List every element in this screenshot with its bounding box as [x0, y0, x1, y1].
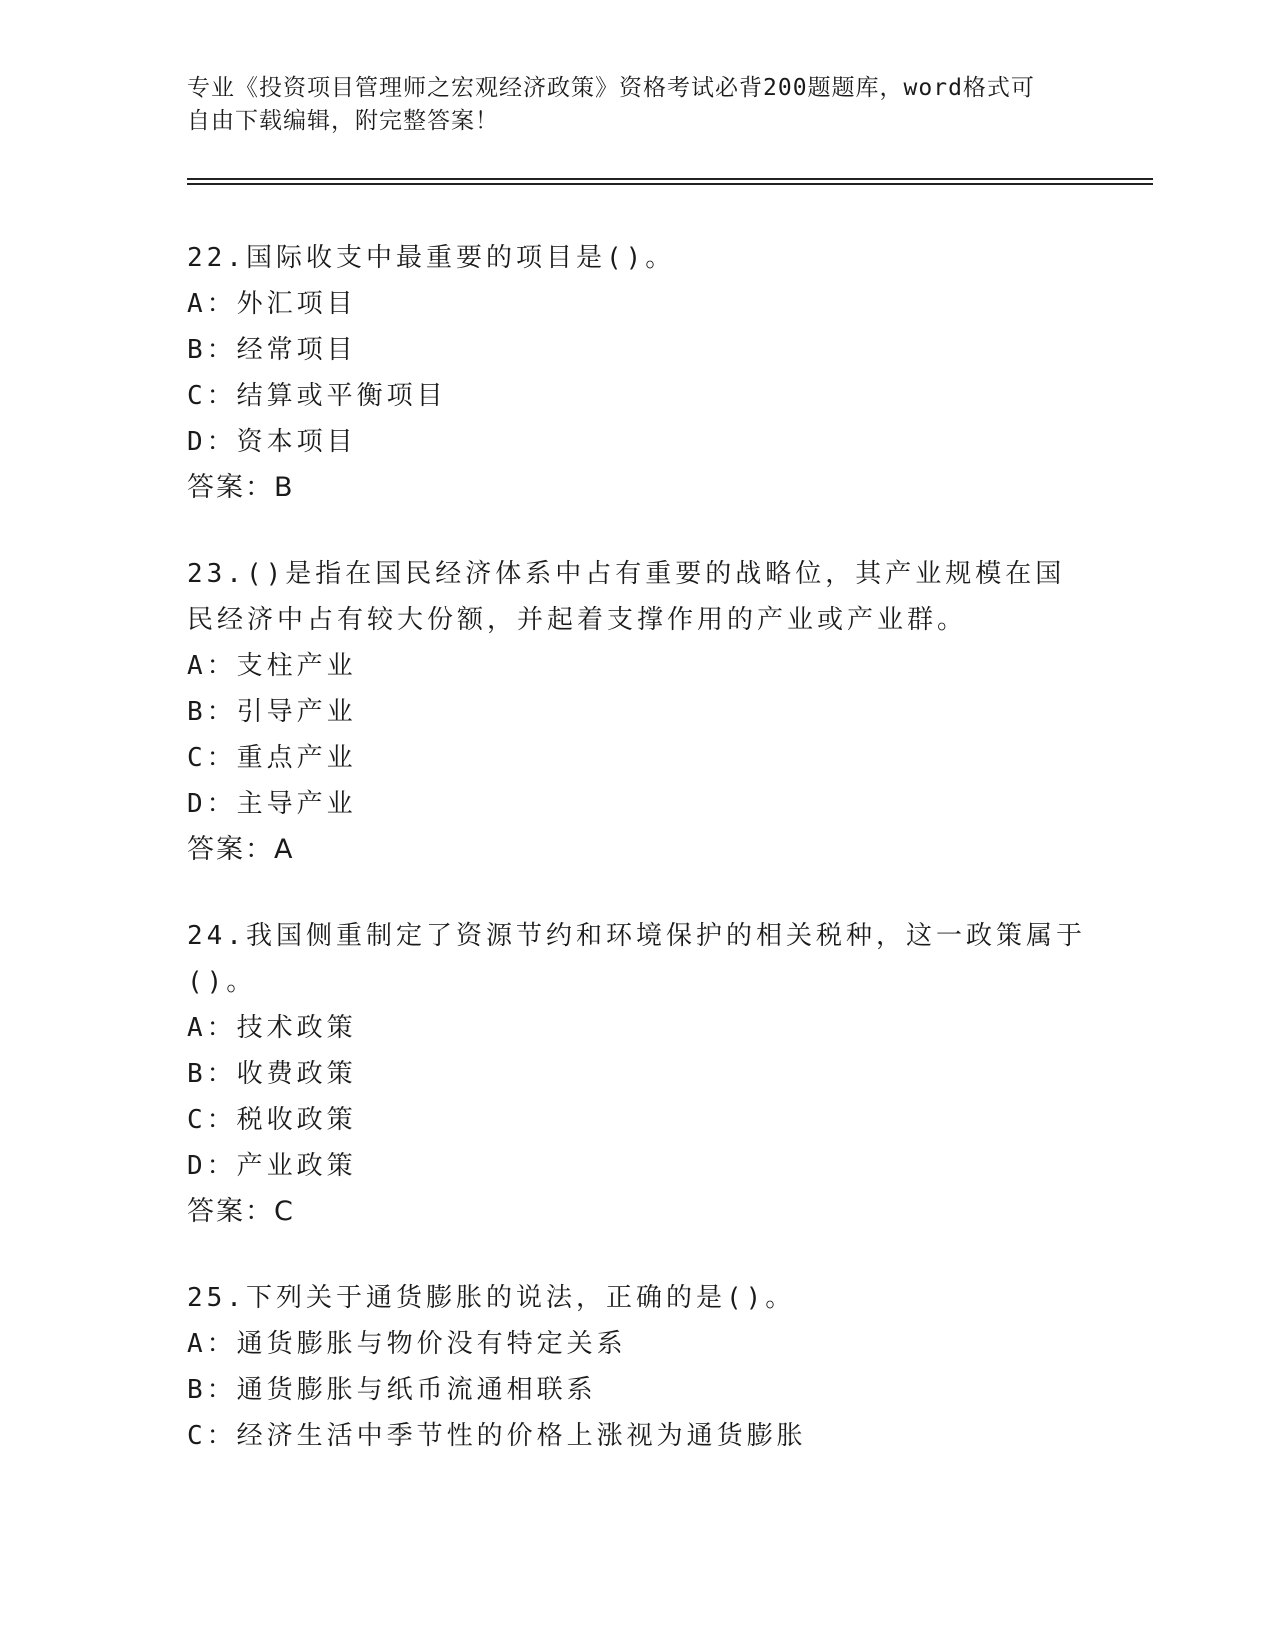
question-25 [187, 1275, 1087, 1459]
answer-line: 答案：C [187, 1196, 295, 1227]
question-stem: 25.下列关于通货膨胀的说法，正确的是()。 [187, 1283, 796, 1313]
question-stem: 24.我国侧重制定了资源节约和环境保护的相关税种，这一政策属于()。 [187, 921, 1086, 997]
option-d: D：资本项目 [187, 427, 357, 457]
option-d: D：主导产业 [187, 789, 357, 819]
question-list [187, 235, 1087, 1499]
option-c: C：经济生活中季节性的价格上涨视为通货膨胀 [187, 1421, 807, 1451]
question-22 [187, 235, 1087, 511]
option-c: C：结算或平衡项目 [187, 381, 447, 411]
question-23 [187, 551, 1087, 873]
option-c: C：重点产业 [187, 743, 357, 773]
answer-line: 答案：B [187, 472, 295, 503]
option-c: C：税收政策 [187, 1105, 357, 1135]
option-b: B：收费政策 [187, 1059, 357, 1089]
option-a: A：外汇项目 [187, 289, 357, 319]
question-stem: 22.国际收支中最重要的项目是()。 [187, 243, 676, 273]
question-stem: 23.()是指在国民经济体系中占有重要的战略位，其产业规模在国民经济中占有较大份额，并起着支撑作用的产业或产业群。 [187, 559, 1066, 635]
option-a: A：通货膨胀与物价没有特定关系 [187, 1329, 627, 1359]
option-a: A：支柱产业 [187, 651, 357, 681]
header-line-2: 自由下载编辑，附完整答案！ [187, 108, 499, 134]
option-a: A：技术政策 [187, 1013, 357, 1043]
option-b: B：经常项目 [187, 335, 357, 365]
document-header [187, 72, 1067, 138]
answer-line: 答案：A [187, 834, 295, 865]
header-line-1: 专业《投资项目管理师之宏观经济政策》资格考试必背200题题库，word格式可 [187, 75, 1035, 101]
header-divider-top [187, 178, 1153, 180]
question-24 [187, 913, 1087, 1235]
option-d: D：产业政策 [187, 1151, 357, 1181]
header-divider-bottom [187, 183, 1153, 185]
option-b: B：通货膨胀与纸币流通相联系 [187, 1375, 597, 1405]
option-b: B：引导产业 [187, 697, 357, 727]
